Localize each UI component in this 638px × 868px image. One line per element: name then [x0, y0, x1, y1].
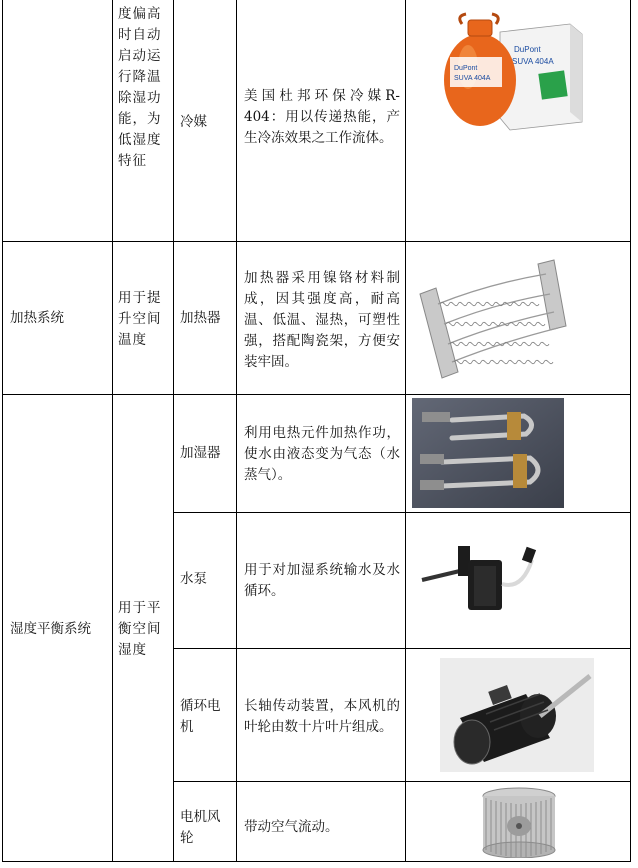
description-cell: 带动空气流动。 [244, 819, 339, 835]
svg-text:SUVA 404A: SUVA 404A [454, 75, 491, 82]
component-cell: 电机风轮 [180, 809, 221, 846]
component-cell: 加热器 [180, 310, 221, 326]
table-border-col3 [173, 0, 174, 862]
component-cell: 冷媒 [180, 114, 207, 130]
system-cell: 加热系统 [10, 310, 64, 326]
row-divider [2, 394, 631, 395]
description-cell: 加热器采用镍铬材料制成，因其强度高，耐高温、低温、湿热，可塑性强，搭配陶瓷架，方便安装牢固。 [244, 270, 400, 370]
system-cell: 湿度平衡系统 [10, 621, 91, 637]
circulation-motor-image [440, 658, 594, 772]
svg-text:SUVA 404A: SUVA 404A [512, 57, 554, 66]
svg-text:DuPont: DuPont [454, 65, 478, 72]
description-cell: 美国杜邦环保冷媒R-404：用以传递热能，产生冷冻效果之工作流体。 [244, 88, 400, 146]
fan-wheel-image [470, 786, 568, 858]
humidifier-element-image [412, 398, 564, 508]
heater-coil-image [418, 254, 568, 384]
row-divider [2, 241, 631, 242]
table-border-bottom [2, 861, 631, 862]
refrigerant-cylinder-image [440, 12, 590, 132]
row-divider [173, 648, 631, 649]
table-border-right [630, 0, 631, 862]
table-border-col2 [112, 0, 113, 862]
function-cell: 度偏高时自动启动运行降温除湿功能，为低湿度特征 [118, 6, 162, 169]
table-border-col4 [236, 0, 237, 862]
table-border-left [2, 0, 3, 862]
component-cell: 加湿器 [180, 445, 221, 461]
water-pump-image [418, 530, 548, 622]
component-cell: 水泵 [180, 571, 207, 587]
svg-text:DuPont: DuPont [514, 45, 541, 54]
row-divider [173, 512, 631, 513]
description-cell: 用于对加湿系统输水及水循环。 [244, 562, 400, 599]
function-cell: 用于提升空间温度 [118, 290, 162, 348]
table-border-col5 [405, 0, 406, 862]
description-cell: 利用电热元件加热作功，使水由液态变为气态（水蒸气）。 [244, 425, 400, 483]
component-cell: 循环电机 [180, 698, 221, 735]
row-divider [173, 781, 631, 782]
description-cell: 长轴传动装置，本风机的叶轮由数十片叶片组成。 [244, 698, 400, 735]
function-cell: 用于平衡空间湿度 [118, 600, 162, 658]
